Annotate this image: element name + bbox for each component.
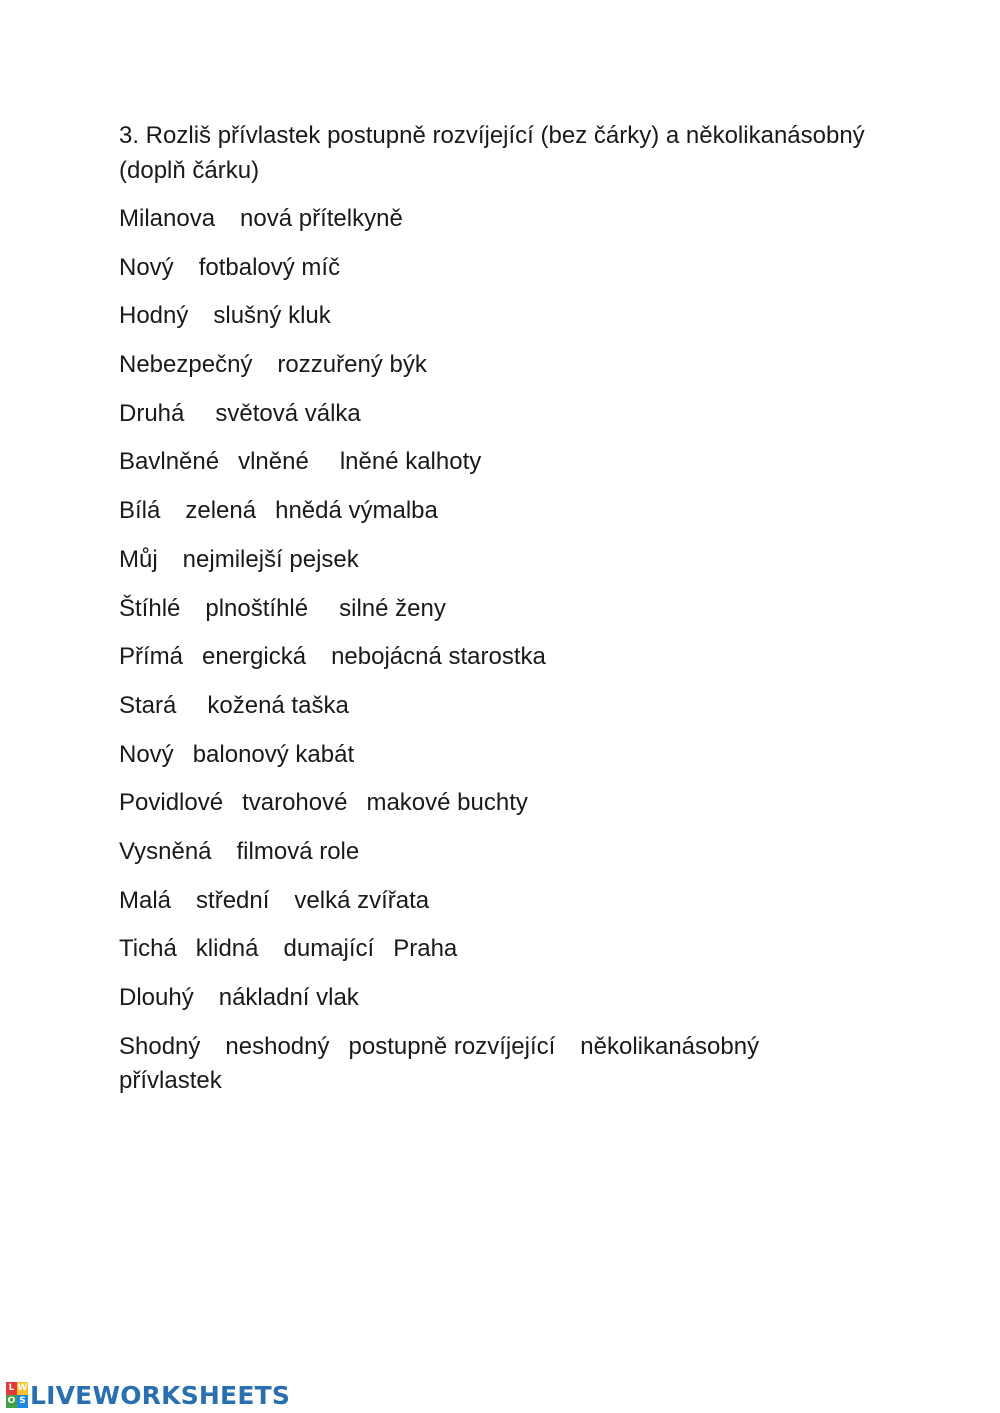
phrase-row bbox=[119, 1030, 819, 1098]
phrase-row bbox=[119, 640, 919, 689]
phrase-word: přívlastek bbox=[119, 1066, 222, 1094]
phrase-word: Povidlové bbox=[119, 789, 224, 817]
phrase-row bbox=[119, 445, 919, 494]
logo-icon-letter: S bbox=[17, 1395, 28, 1408]
task-title: 3. Rozliš přívlastek postupně rozvíjející (bez čárky) a několikanásobný (doplň čárku) bbox=[119, 122, 865, 184]
phrase-word: Nový bbox=[119, 740, 174, 768]
phrase-word: neshodný bbox=[225, 1032, 330, 1060]
phrase-word: silné ženy bbox=[339, 594, 446, 622]
phrase-word: tvarohové bbox=[242, 789, 348, 817]
phrase-word: postupně rozvíjející bbox=[348, 1032, 556, 1060]
phrase-word: nová přítelkyně bbox=[240, 205, 403, 232]
phrase-row bbox=[119, 981, 919, 1030]
liveworksheets-logo bbox=[6, 1380, 290, 1410]
phrase-word: lněné kalhoty bbox=[339, 448, 482, 476]
phrase-row bbox=[119, 689, 919, 738]
phrase-word: Shodný bbox=[119, 1032, 201, 1060]
phrase-word: Nebezpečný bbox=[119, 351, 253, 379]
phrase-word: makové buchty bbox=[366, 789, 528, 817]
phrase-word: Bílá bbox=[119, 497, 161, 525]
phrase-word: Malá bbox=[119, 886, 172, 914]
phrase-row bbox=[119, 543, 919, 592]
logo-text: LIVEWORKSHEETS bbox=[30, 1380, 291, 1410]
phrase-word: Přímá bbox=[119, 643, 184, 671]
phrase-word: světová válka bbox=[215, 399, 361, 427]
logo-icon-letter: W bbox=[17, 1383, 28, 1393]
phrase-word: hnědá výmalba bbox=[275, 497, 438, 525]
logo-icon-letter: O bbox=[7, 1396, 16, 1406]
phrase-word: klidná bbox=[195, 935, 259, 963]
phrase-word: fotbalový míč bbox=[198, 253, 341, 281]
phrase-word: filmová role bbox=[236, 837, 360, 865]
phrase-word: rozzuřený býk bbox=[277, 351, 427, 379]
phrase-word: Stará bbox=[119, 691, 177, 719]
phrase-word: zelená bbox=[185, 497, 257, 525]
phrase-row bbox=[119, 348, 919, 397]
phrase-word: Tichá bbox=[119, 935, 177, 963]
logo-icon-letter: L bbox=[6, 1382, 17, 1395]
phrase-word: velká zvířata bbox=[294, 886, 430, 914]
phrase-word: nejmilejší pejsek bbox=[182, 545, 359, 573]
phrase-row bbox=[119, 932, 919, 981]
phrase-word: Druhá bbox=[119, 399, 185, 427]
phrase-word: slušný kluk bbox=[213, 302, 331, 330]
phrase-word: Vysněná bbox=[119, 837, 212, 865]
phrase-word: nebojácná starostka bbox=[331, 643, 546, 671]
liveworksheets-logo-icon bbox=[6, 1382, 28, 1408]
phrase-row bbox=[119, 884, 919, 933]
phrase-word: střední bbox=[196, 886, 270, 914]
phrase-word: Štíhlé bbox=[119, 594, 181, 622]
phrase-row bbox=[119, 299, 919, 348]
phrase-word: Praha bbox=[393, 935, 458, 963]
phrase-row bbox=[119, 202, 919, 251]
phrase-row bbox=[119, 835, 919, 884]
phrase-word: Můj bbox=[119, 545, 158, 573]
phrase-word: Nový bbox=[119, 253, 174, 281]
phrase-row bbox=[119, 397, 919, 446]
phrase-word: energická bbox=[202, 643, 307, 671]
phrase-word: vlněné bbox=[238, 448, 309, 476]
phrase-word: několikanásobný bbox=[580, 1032, 760, 1060]
phrase-row bbox=[119, 251, 919, 300]
phrase-word: plnoštíhlé bbox=[205, 594, 309, 622]
phrase-word: Hodný bbox=[119, 302, 189, 330]
phrase-word: Dlouhý bbox=[119, 984, 194, 1011]
phrase-word: dumající bbox=[283, 935, 375, 963]
phrase-list bbox=[119, 202, 919, 1098]
phrase-word: nákladní vlak bbox=[218, 984, 359, 1011]
phrase-row bbox=[119, 592, 919, 641]
phrase-word: kožená taška bbox=[207, 691, 349, 719]
phrase-row bbox=[119, 494, 919, 543]
phrase-word: balonový kabát bbox=[192, 740, 355, 768]
phrase-word: Milanova bbox=[119, 205, 216, 232]
phrase-word: Bavlněné bbox=[119, 448, 220, 476]
phrase-row bbox=[119, 786, 919, 835]
phrase-row bbox=[119, 738, 919, 787]
